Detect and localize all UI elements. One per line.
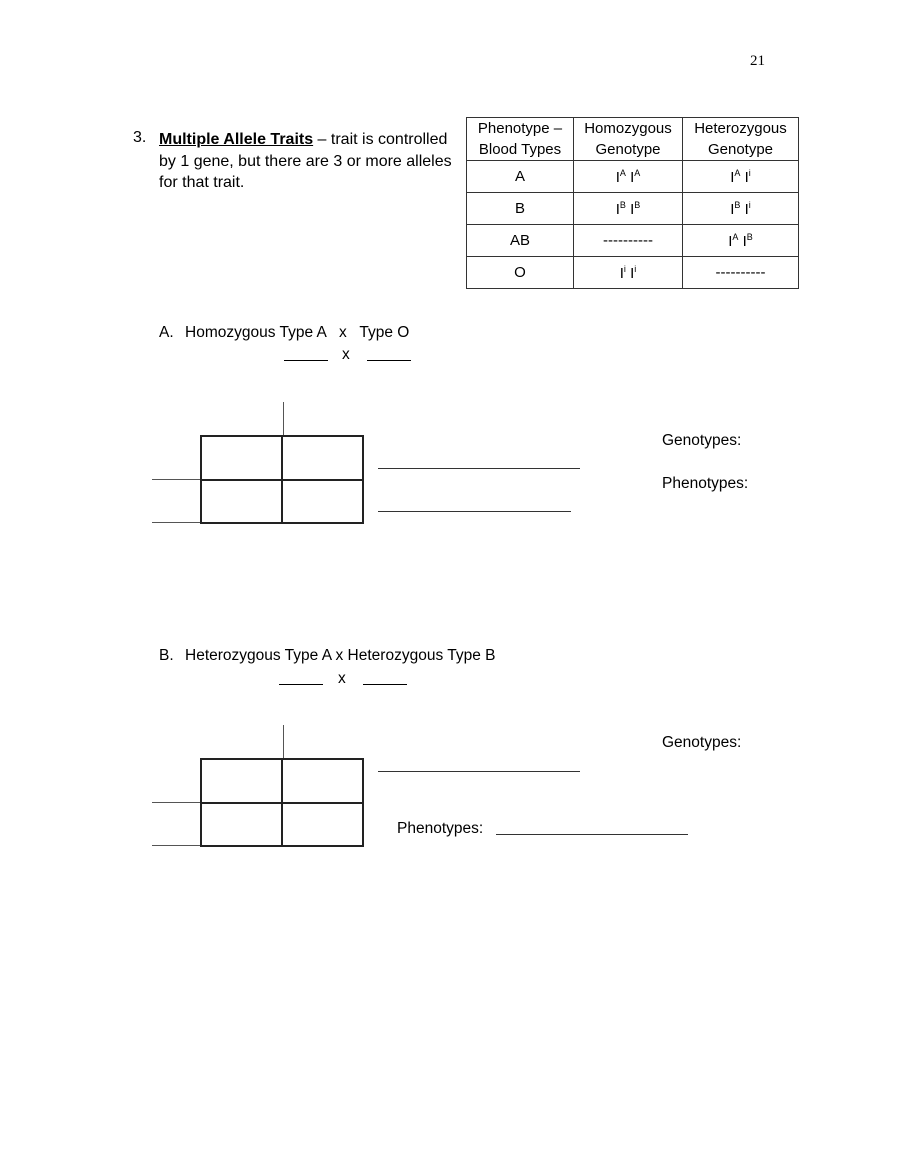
cell-heterozygous: $I^A$ $I^i$ [683,161,799,193]
part-b-label: B. [159,647,174,664]
punnett-b-side-marker-2 [152,845,201,846]
cell-homozygous: $I^i$ $I^i$ [574,257,683,289]
cell-phenotype: O [467,257,574,289]
table-row [467,257,799,289]
header-homozygous: Homozygous Genotype [574,118,683,161]
punnett-square-b[interactable] [200,758,364,847]
part-a-label: A. [159,324,174,341]
question-title: Multiple Allele Traits [159,131,314,148]
punnett-a-side-marker-1 [152,479,201,480]
page-number: 21 [750,53,765,69]
part-b-phenotypes-label: Phenotypes: [397,820,484,837]
part-b-x: x [338,670,346,687]
cell-heterozygous: ---------- [683,257,799,289]
table-header-row [467,118,799,161]
punnett-a-hdivider [202,479,362,481]
punnett-b-side-marker-1 [152,802,201,803]
punnett-a-top-marker [283,402,284,436]
cell-phenotype: A [467,161,574,193]
part-b-blank-parent1[interactable] [279,670,323,685]
part-a-genotypes-label: Genotypes: [662,432,742,449]
table-row [467,161,799,193]
question-number: 3. [133,129,147,146]
punnett-square-a[interactable] [200,435,364,524]
header-heterozygous: Heterozygous Genotype [683,118,799,161]
part-b-answer-line-1[interactable] [378,771,580,772]
cell-phenotype: AB [467,225,574,257]
question-description: – trait is controlled by 1 gene, but there are 3 or more alleles for that trait. [159,131,452,191]
punnett-a-side-marker-2 [152,522,201,523]
cell-homozygous: $I^B$ $I^B$ [574,193,683,225]
cell-homozygous: ---------- [574,225,683,257]
part-b-phenotypes-line[interactable] [496,834,688,835]
part-a-blank-parent2[interactable] [367,346,411,361]
part-a-answer-line-2[interactable] [378,511,571,512]
cell-heterozygous: $I^B$ $I^i$ [683,193,799,225]
question-text [159,129,459,194]
punnett-b-top-marker [283,725,284,759]
punnett-b-hdivider [202,802,362,804]
part-b-cross: Heterozygous Type A x Heterozygous Type B [185,647,496,664]
table-row [467,193,799,225]
part-a-blank-parent1[interactable] [284,346,328,361]
cell-phenotype: B [467,193,574,225]
header-phenotype: Phenotype – Blood Types [467,118,574,161]
part-a-answer-line-1[interactable] [378,468,580,469]
part-a-phenotypes-label: Phenotypes: [662,475,749,492]
part-b-genotypes-label: Genotypes: [662,734,742,751]
table-row [467,225,799,257]
blood-type-table [466,117,799,289]
cell-heterozygous: $I^A$ $I^B$ [683,225,799,257]
part-a-cross: Homozygous Type A x Type O [185,324,410,341]
part-b-blank-parent2[interactable] [363,670,407,685]
cell-homozygous: $I^A$ $I^A$ [574,161,683,193]
part-a-x: x [342,346,350,363]
